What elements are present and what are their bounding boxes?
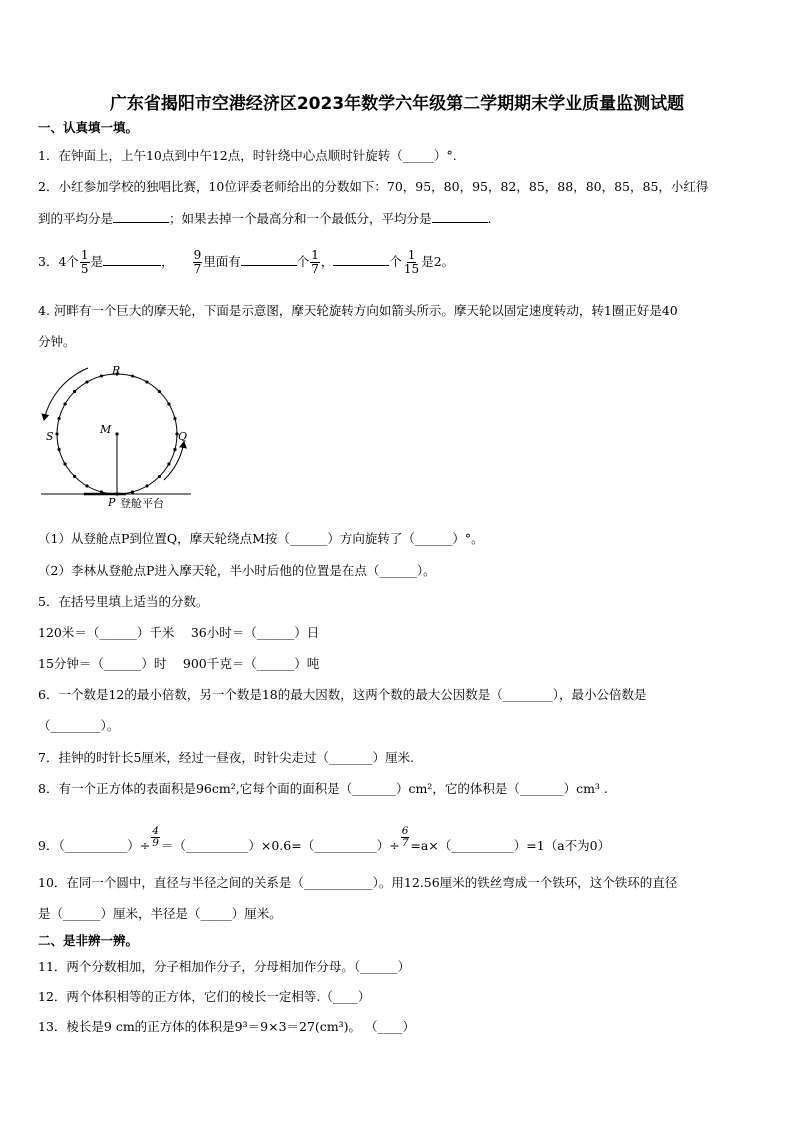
q3-text: ， [161,254,174,269]
answer-blank [333,253,389,266]
denominator: 5 [80,262,89,276]
cabin-dot [131,374,134,377]
page-title: 广东省揭阳市空港经济区2023年数学六年级第二学期期末学业质量监测试题 [109,94,685,114]
q2-text-c: . [487,211,492,226]
fraction [80,249,90,276]
cabin-dot [167,402,170,405]
cabin-dot [100,374,103,377]
q2-text-b: ；如果去掉一个最高分和一个最低分，平均分是 [169,211,432,226]
label-m: M [100,423,112,436]
denominator: 7 [193,262,202,276]
cabin-dot [173,417,176,420]
cabin-dot [73,475,76,478]
answer-blank [241,253,297,266]
q3-text: 是 [90,254,104,269]
center-point [115,432,118,435]
fraction [401,826,410,849]
q3-text: 个 [296,254,310,269]
cabin-dot [145,484,148,487]
question-4-part-1: （1）从登舱点P到位置Q，摩天轮绕点M按（______）方向旋转了（______）°。 [38,531,484,546]
label-r: R [112,364,121,377]
q9-text: =a×（__________）=1（a不为0） [410,838,611,853]
question-1: 1．在钟面上，上午10点到中午12点，时针绕中心点顺时针旋转（_____）°. [38,148,457,163]
fraction [193,249,203,276]
ferris-wheel-diagram [36,360,206,520]
cabin-dot [55,432,58,435]
cabin-dot [158,390,161,393]
question-10-line-1: 10．在同一个圆中，直径与半径之间的关系是（___________）。用12.56厘米的铁丝弯成一个铁环，这个铁环的直径 [38,875,678,890]
answer-blank [103,253,161,266]
section-heading-2: 二、是非辨一辨。 [38,933,139,948]
question-6-line-2: （________）。 [38,718,120,733]
question-5-line-2: 15分钟＝（______）时 900千克＝（______）吨 [38,656,320,671]
fraction [310,249,320,276]
label-platform: 登舱平台 [120,497,164,510]
numerator: 9 [193,248,202,262]
section-heading-1: 一、认真填一填。 [38,120,139,135]
cabin-dot [73,390,76,393]
fraction [151,826,160,849]
label-q: Q [178,430,188,443]
question-2-line-1: 2．小红参加学校的独唱比赛，10位评委老师给出的分数如下：70，95，80，95，82，85，88，80，85，85，小红得 [38,179,709,194]
question-12: 12．两个体积相等的正方体，它们的棱长一定相等.（____） [38,989,371,1004]
question-6-line-1: 6．一个数是12的最小倍数，另一个数是18的最大因数，这两个数的最大公因数是（________），最小公倍数是 [38,687,647,702]
question-7: 7．挂钟的时针长5厘米，经过一昼夜，时针尖走过（_______）厘米. [38,750,415,765]
denominator: 7 [401,837,409,849]
cabin-dot [145,380,148,383]
question-4-line-2: 分钟。 [38,334,76,349]
numerator: 1 [80,248,89,262]
numerator: 1 [311,248,319,262]
question-8: 8．有一个正方体的表面积是96cm²,它每个面的面积是（_______）cm²，它的体积是（_______）cm³ . [38,781,608,796]
numerator: 4 [152,825,159,837]
cabin-dot [85,380,88,383]
numerator: 1 [407,248,416,262]
denominator: 9 [152,837,159,849]
q3-text: 是2。 [421,254,455,269]
question-11: 11．两个分数相加，分子相加作分子，分母相加作分母。（______） [38,959,411,974]
q9-text: ＝（__________）×0.6=（__________）÷ [160,838,400,853]
rotation-arrow-right [164,442,184,480]
cabin-dot [167,462,170,465]
cabin-dot [158,475,161,478]
cabin-dot [173,448,176,451]
cabin-dot [57,448,60,451]
q9-text: 9．（__________）÷ [38,838,151,853]
fraction [403,249,420,276]
q3-text: 3．4个 [38,254,79,269]
question-5: 5．在括号里填上适当的分数。 [38,594,209,609]
answer-blank [113,210,169,223]
question-4-part-2: （2）李林从登舱点P进入摩天轮，半小时后他的位置是在点（______）。 [38,563,436,578]
denominator: 15 [403,262,420,276]
cabin-dot [63,402,66,405]
answer-blank [432,210,488,223]
numerator: 6 [401,825,409,837]
label-s: S [46,430,54,443]
question-5-line-1: 120米＝（______）千米 36小时＝（______）日 [38,625,320,640]
question-9 [38,825,611,865]
label-p: P [108,496,116,509]
q3-text: 里面有 [203,254,241,269]
cabin-dot [57,417,60,420]
q2-text-a: 到的平均分是 [38,211,114,226]
q3-text: 个 [389,254,402,269]
cabin-dot [131,490,134,493]
q3-text: ， [320,254,334,269]
denominator: 7 [311,262,319,276]
question-3 [38,247,454,277]
question-10-line-2: 是（______）厘米，半径是（_____）厘米。 [38,906,282,921]
rotation-arrow-left [44,368,88,420]
question-4-line-1: 4. 河畔有一个巨大的摩天轮，下面是示意图，摩天轮旋转方向如箭头所示。摩天轮以固定速度转动，转1圈正好是40 [38,303,678,318]
question-13: 13．棱长是9 cm的正方体的体积是9³＝9×3＝27(cm³)。 （____） [38,1019,416,1034]
cabin-dot [85,484,88,487]
question-2-line-2 [38,210,492,227]
cabin-dot [63,462,66,465]
